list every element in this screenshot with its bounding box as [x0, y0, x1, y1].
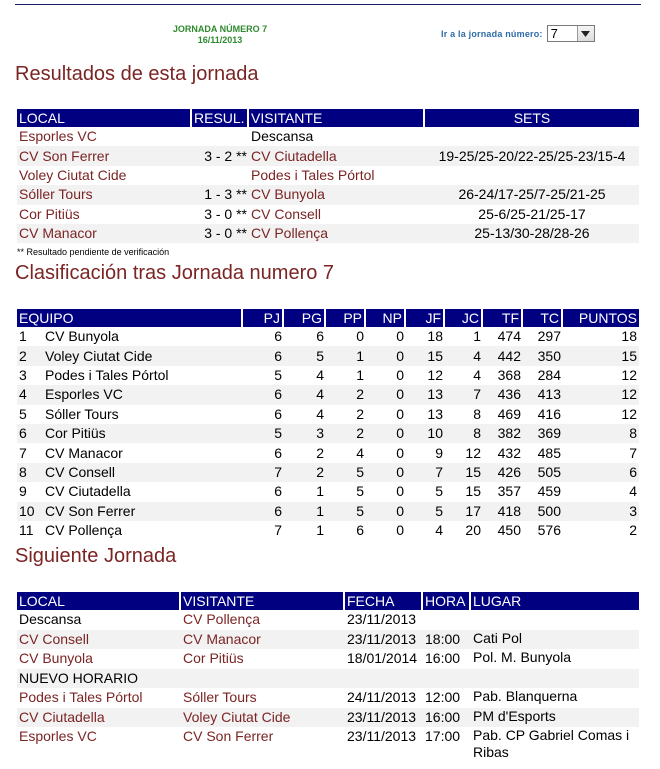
standings-jf: 10 [406, 424, 445, 443]
col-pj: PJ [243, 309, 284, 327]
col-next-place: LUGAR [471, 592, 639, 610]
jornada-selector-label: Ir a la jornada número: [441, 28, 543, 39]
next-visitor-team[interactable]: Cor Pitiüs [183, 650, 244, 666]
chevron-down-icon[interactable] [577, 26, 594, 41]
standings-row [17, 482, 639, 501]
standings-pp: 5 [326, 463, 366, 482]
next-place [471, 610, 639, 630]
next-row [17, 630, 639, 650]
standings-pj: 6 [243, 385, 284, 404]
standings-jc: 7 [445, 385, 483, 404]
standings-tf: 382 [483, 424, 523, 443]
standings-jf: 13 [406, 385, 445, 404]
standings-tf: 436 [483, 385, 523, 404]
result-local-team[interactable]: Sóller Tours [17, 185, 192, 204]
standings-team-name: CV Manacor [45, 444, 123, 461]
next-place: Cati Pol [471, 630, 639, 650]
standings-team-name: Sóller Tours [45, 405, 119, 422]
standings-jc: 12 [465, 444, 481, 461]
col-pp: PP [326, 309, 366, 327]
standings-jc: 8 [445, 424, 483, 443]
standings-tc: 350 [523, 346, 563, 365]
standings-team-cell [17, 463, 243, 482]
standings-pg: 1 [316, 483, 324, 500]
standings-tc: 413 [523, 385, 563, 404]
col-jc: JC [445, 309, 483, 327]
standings-position: 10 [19, 502, 35, 519]
result-visitor-team[interactable]: CV Consell [251, 205, 322, 222]
next-local-label: NUEVO HORARIO [17, 669, 181, 689]
next-date: 23/11/2013 [345, 708, 423, 728]
result-local-team[interactable]: Voley Ciutat Cide [19, 166, 127, 183]
col-jf: JF [406, 309, 445, 327]
standings-jc: 4 [445, 346, 483, 365]
standings-team-cell [17, 385, 243, 404]
col-result: RESUL. [192, 109, 249, 127]
standings-tc: 416 [537, 405, 561, 422]
standings-pp: 2 [326, 385, 366, 404]
result-local-team[interactable]: CV Manacor [17, 224, 192, 243]
standings-pj: 6 [243, 502, 284, 521]
result-visitor-team[interactable]: Podes i Tales Pórtol [251, 166, 375, 183]
standings-team-name: CV Consell [45, 463, 116, 480]
standings-row [17, 521, 639, 540]
results-row [17, 146, 639, 165]
standings-jf: 5 [406, 502, 445, 521]
standings-jf: 18 [427, 328, 443, 345]
standings-tf: 442 [483, 346, 523, 365]
standings-tf: 474 [497, 328, 521, 345]
standings-pts: 8 [563, 424, 639, 443]
result-score: 3 - 0 ** [204, 205, 247, 222]
standings-np: 0 [396, 522, 404, 539]
standings-np: 0 [396, 328, 404, 345]
standings-team-cell [17, 366, 243, 385]
standings-pts: 12 [621, 405, 637, 422]
jornada-label: JORNADA NÚMERO 7 [172, 24, 268, 34]
standings-pg: 6 [316, 328, 324, 345]
next-time: 17:00 [425, 728, 461, 744]
standings-position: 1 [19, 328, 27, 345]
standings-team-cell [17, 405, 243, 424]
standings-jf: 5 [435, 483, 443, 500]
col-np: NP [366, 309, 406, 327]
results-row [17, 185, 639, 204]
result-sets: 26-24/17-25/7-25/21-25 [425, 185, 639, 204]
standings-jc: 4 [473, 366, 481, 383]
standings-tf: 426 [483, 463, 523, 482]
standings-np: 0 [396, 405, 404, 422]
standings-row [17, 405, 639, 424]
next-local-team[interactable]: Esporles VC [19, 728, 97, 744]
standings-position: 8 [19, 463, 27, 480]
standings-team-name: CV Ciutadella [45, 483, 131, 500]
standings-row [17, 424, 639, 443]
standings-team-cell [17, 346, 243, 365]
standings-team-cell [17, 424, 243, 443]
standings-row [17, 463, 639, 482]
standings-team-name: Podes i Tales Pórtol [45, 366, 169, 383]
standings-pts: 12 [621, 366, 637, 383]
standings-pp: 2 [356, 405, 364, 422]
standings-tc: 505 [523, 463, 563, 482]
standings-jc: 8 [473, 405, 481, 422]
standings-pj: 6 [274, 483, 282, 500]
next-visitor-team[interactable]: Voley Ciutat Cide [181, 708, 345, 728]
next-visitor-team[interactable]: CV Manacor [181, 630, 345, 650]
jornada-select[interactable] [547, 25, 595, 42]
standings-pj: 6 [243, 346, 284, 365]
standings-np: 0 [396, 366, 404, 383]
standings-np: 0 [366, 502, 406, 521]
standings-np: 0 [366, 385, 406, 404]
standings-position: 5 [19, 405, 27, 422]
standings-table [17, 309, 639, 540]
next-time: 12:00 [425, 689, 461, 705]
next-time [423, 669, 471, 689]
next-place: PM d'Esports [471, 708, 639, 728]
standings-tf: 469 [497, 405, 521, 422]
standings-pts: 2 [629, 522, 637, 539]
next-time [423, 610, 471, 630]
standings-jc: 20 [465, 522, 481, 539]
next-row [17, 708, 639, 728]
standings-pts: 18 [621, 328, 637, 345]
standings-pg: 4 [316, 366, 324, 383]
next-place: Pab. CP Gabriel Comas i Ribas [473, 727, 630, 760]
col-next-time: HORA [423, 592, 471, 610]
result-visitor-team[interactable]: CV Ciutadella [249, 146, 425, 165]
standings-pts: 7 [629, 444, 637, 461]
standings-jf: 4 [435, 522, 443, 539]
jornada-info [150, 24, 290, 46]
standings-position: 6 [19, 425, 27, 442]
standings-np: 0 [396, 444, 404, 461]
standings-team-name: Esporles VC [45, 386, 123, 403]
standings-pts: 3 [563, 502, 639, 521]
result-visitor-team[interactable]: CV Bunyola [249, 185, 425, 204]
col-local: LOCAL [17, 109, 192, 127]
standings-pg: 4 [316, 405, 324, 422]
jornada-selector [441, 25, 595, 42]
standings-pg: 5 [284, 346, 326, 365]
standings-row [17, 346, 639, 365]
next-visitor-team[interactable]: CV Pollença [183, 611, 261, 627]
col-tc: TC [523, 309, 563, 327]
standings-pg: 2 [284, 463, 326, 482]
standings-pj: 6 [274, 328, 282, 345]
result-sets: 25-13/30-28/28-26 [425, 224, 639, 243]
standings-tc: 485 [537, 444, 561, 461]
standings-header-row [17, 309, 639, 327]
standings-np: 0 [366, 463, 406, 482]
standings-pj: 7 [243, 463, 284, 482]
next-local-label: Descansa [19, 611, 82, 627]
standings-jf: 7 [406, 463, 445, 482]
result-local-team[interactable]: Esporles VC [19, 128, 97, 145]
next-local-team[interactable]: CV Bunyola [19, 650, 93, 666]
standings-position: 4 [19, 386, 27, 403]
standings-row [17, 443, 639, 462]
next-date: 23/11/2013 [345, 630, 423, 650]
result-local-team[interactable]: Cor Pitiüs [19, 205, 80, 222]
next-date: 24/11/2013 [347, 689, 417, 705]
standings-row [17, 385, 639, 404]
standings-tf: 368 [497, 366, 521, 383]
standings-jc: 15 [445, 463, 483, 482]
standings-team-name: CV Pollença [45, 522, 123, 539]
jornada-date: 16/11/2013 [197, 35, 243, 45]
next-local-team[interactable]: CV Consell [17, 630, 181, 650]
standings-pts: 4 [629, 483, 637, 500]
next-time: 16:00 [423, 708, 471, 728]
standings-row [17, 502, 639, 521]
next-row [17, 688, 639, 708]
standings-tf: 450 [497, 522, 521, 539]
standings-row [17, 327, 639, 346]
col-next-date: FECHA [345, 592, 423, 610]
standings-team-name: CV Bunyola [45, 328, 119, 345]
next-round-table [17, 592, 639, 761]
standings-jf: 12 [427, 366, 443, 383]
standings-tf: 418 [483, 502, 523, 521]
standings-jc: 15 [465, 483, 481, 500]
standings-tc: 500 [523, 502, 563, 521]
jornada-select-value: 7 [550, 26, 558, 41]
standings-pj: 5 [243, 424, 284, 443]
standings-title: Clasificación tras Jornada numero 7 [15, 262, 335, 284]
standings-position: 3 [19, 366, 27, 383]
standings-tc: 576 [537, 522, 561, 539]
standings-pp: 2 [326, 424, 366, 443]
col-next-visitor: VISITANTE [181, 592, 345, 610]
result-visitor-team[interactable]: CV Pollença [249, 224, 425, 243]
next-time: 18:00 [423, 630, 471, 650]
result-sets [425, 127, 639, 146]
col-puntos: PUNTOS [563, 309, 639, 327]
standings-position: 9 [19, 483, 27, 500]
standings-team-name: Voley Ciutat Cide [45, 347, 153, 364]
col-tf: TF [483, 309, 523, 327]
verification-note: ** Resultado pendiente de verificación [17, 247, 170, 257]
top-divider [15, 4, 641, 5]
standings-pp: 4 [356, 444, 364, 461]
result-local-team[interactable]: CV Son Ferrer [17, 146, 192, 165]
results-title: Resultados de esta jornada [15, 63, 259, 85]
next-place: Pab. Blanquerna [473, 688, 578, 704]
standings-tc: 284 [537, 366, 561, 383]
standings-pj: 5 [274, 366, 282, 383]
standings-team-cell [17, 482, 243, 501]
standings-team-cell [17, 443, 243, 462]
standings-pp: 6 [356, 522, 364, 539]
next-row [17, 669, 639, 689]
next-place [471, 669, 639, 689]
standings-pg: 4 [284, 385, 326, 404]
results-row [17, 166, 639, 185]
result-rest-label: Descansa [251, 128, 314, 145]
result-sets: 25-6/25-21/25-17 [478, 205, 586, 222]
standings-position: 7 [19, 444, 27, 461]
standings-row [17, 366, 639, 385]
standings-tc: 459 [537, 483, 561, 500]
result-sets: 19-25/25-20/22-25/25-23/15-4 [425, 146, 639, 165]
next-header-row [17, 592, 639, 610]
result-score: 3 - 0 ** [192, 224, 249, 243]
col-visitor: VISITANTE [249, 109, 425, 127]
standings-pp: 5 [356, 483, 364, 500]
col-pg: PG [284, 309, 326, 327]
next-time: 16:00 [425, 650, 461, 666]
next-row [17, 610, 639, 630]
standings-pts: 12 [563, 385, 639, 404]
col-next-local: LOCAL [17, 592, 181, 610]
standings-jf: 9 [435, 444, 443, 461]
standings-pg: 3 [284, 424, 326, 443]
standings-pts: 6 [563, 463, 639, 482]
standings-team-cell [17, 521, 243, 540]
next-visitor-team [181, 669, 345, 689]
standings-position: 11 [19, 522, 34, 539]
next-visitor-team[interactable]: Sóller Tours [183, 689, 257, 705]
results-table [17, 109, 639, 243]
next-row [17, 727, 639, 761]
standings-team-cell [17, 502, 243, 521]
next-row [17, 649, 639, 669]
standings-pj: 6 [274, 405, 282, 422]
result-score: 3 - 2 ** [192, 146, 249, 165]
standings-np: 0 [366, 424, 406, 443]
col-sets: SETS [425, 109, 639, 127]
results-row [17, 224, 639, 243]
standings-np: 0 [366, 346, 406, 365]
standings-pp: 1 [356, 366, 364, 383]
standings-position: 2 [19, 347, 27, 364]
standings-jc: 1 [473, 328, 481, 345]
standings-pp: 0 [356, 328, 364, 345]
standings-pts: 15 [563, 346, 639, 365]
col-equipo: EQUIPO [17, 309, 243, 327]
next-date: 23/11/2013 [347, 611, 417, 627]
results-row [17, 127, 639, 146]
standings-np: 0 [396, 483, 404, 500]
standings-pj: 7 [274, 522, 282, 539]
next-local-team[interactable]: CV Ciutadella [17, 708, 181, 728]
next-visitor-team[interactable]: CV Son Ferrer [183, 728, 274, 744]
result-score [192, 166, 249, 185]
results-row [17, 205, 639, 224]
next-date: 18/01/2014 [347, 650, 418, 666]
standings-tf: 432 [497, 444, 521, 461]
standings-jf: 15 [406, 346, 445, 365]
result-sets [425, 166, 639, 185]
standings-tf: 357 [497, 483, 521, 500]
next-date [345, 669, 423, 689]
standings-pg: 1 [316, 522, 324, 539]
standings-tc: 369 [523, 424, 563, 443]
standings-pp: 5 [326, 502, 366, 521]
standings-pg: 2 [316, 444, 324, 461]
next-local-team[interactable]: Podes i Tales Pórtol [19, 689, 143, 705]
standings-jc: 17 [445, 502, 483, 521]
standings-pg: 1 [284, 502, 326, 521]
next-date: 23/11/2013 [347, 728, 417, 744]
standings-pp: 1 [326, 346, 366, 365]
next-place: Pol. M. Bunyola [473, 649, 572, 665]
standings-jf: 13 [427, 405, 443, 422]
result-score: 1 - 3 ** [192, 185, 249, 204]
standings-pj: 6 [274, 444, 282, 461]
next-title: Siguiente Jornada [15, 545, 177, 567]
results-header-row [17, 109, 639, 127]
standings-tc: 297 [537, 328, 561, 345]
standings-team-name: CV Son Ferrer [45, 502, 136, 519]
standings-team-name: Cor Pitiüs [45, 425, 106, 442]
standings-team-cell [17, 327, 243, 346]
result-score [192, 127, 249, 146]
